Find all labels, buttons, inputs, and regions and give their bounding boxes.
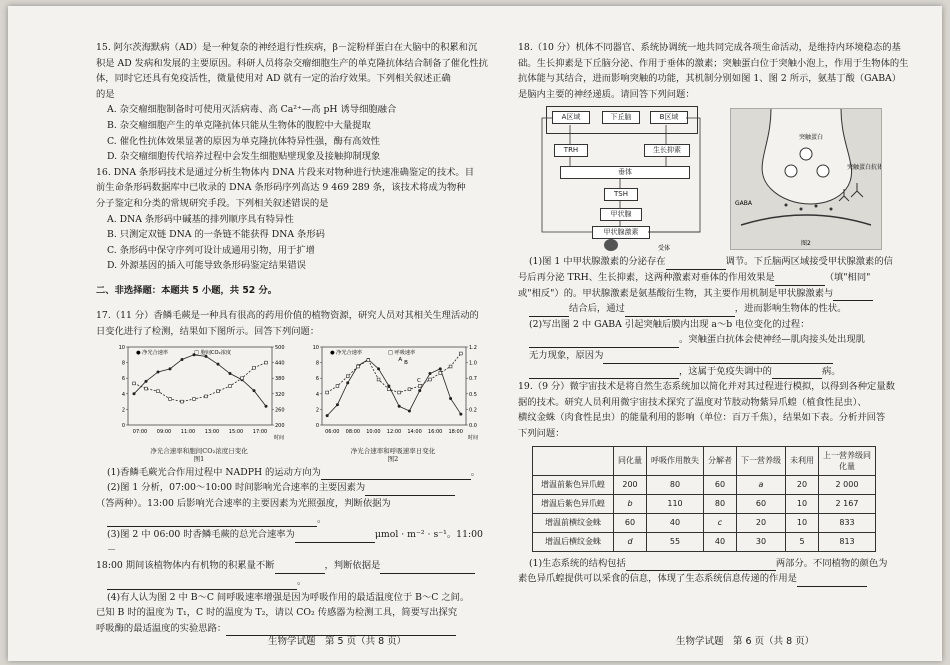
data-point bbox=[367, 359, 370, 362]
data-point bbox=[145, 380, 148, 383]
q17-sub4-b: 已知 B 时的温度为 T₁，C 时的温度为 T₂，请以 CO₂ 传感器为检测工具，简要写出探究 bbox=[96, 607, 458, 619]
x-tick-label: 09:00 bbox=[156, 429, 172, 436]
table-cell: 80 bbox=[704, 494, 737, 513]
y-tick-label: 4 bbox=[315, 392, 319, 399]
table-row bbox=[533, 494, 876, 513]
x-tick-label: 11:00 bbox=[180, 429, 196, 436]
data-point bbox=[217, 363, 220, 366]
question-18 bbox=[518, 40, 913, 379]
data-point bbox=[357, 365, 360, 368]
q17-figures bbox=[106, 341, 491, 463]
data-point bbox=[157, 371, 160, 374]
table-cell: 增温前横纹金蛛 bbox=[533, 513, 614, 532]
table-cell: 813 bbox=[819, 532, 876, 551]
q17-sub3-cont-text: 18:00 期间该植物体内有机物的积累量不断 bbox=[96, 560, 275, 572]
data-point bbox=[133, 382, 136, 385]
answer-blank[interactable] bbox=[625, 305, 735, 317]
data-point bbox=[418, 385, 421, 388]
y-tick-label: 0 bbox=[315, 423, 319, 430]
table-cell: 20 bbox=[737, 513, 786, 532]
q16-option-b: B. 只测定双链 DNA 的一条链不能获得 DNA 条形码 bbox=[107, 229, 325, 241]
answer-blank[interactable] bbox=[529, 367, 679, 379]
y2-tick-label: 200 bbox=[275, 423, 285, 430]
q18-sub1-text: (1)图 1 中甲状腺激素的分泌存在 bbox=[529, 256, 666, 268]
answer-blank[interactable] bbox=[666, 258, 726, 270]
data-point bbox=[387, 388, 390, 391]
y-tick-label: 8 bbox=[121, 360, 125, 367]
data-point bbox=[429, 378, 432, 381]
figure-2-caption: 净光合速率和呼吸速率日变化 bbox=[350, 446, 436, 455]
table-cell: 110 bbox=[647, 494, 704, 513]
q19-line: 据的技术。研究人员利用微宇宙技术探究了温度对节肢动物紫异爪蝗（植食性昆虫）、 bbox=[518, 396, 867, 408]
q17-sub2-text: (2)图 1 分析，07:00～10:00 时间影响光合速率的主要因素为 bbox=[107, 482, 366, 494]
q18-sub1-d bbox=[518, 301, 913, 317]
y2-tick-label: 0.0 bbox=[469, 423, 477, 430]
answer-blank[interactable] bbox=[603, 352, 833, 364]
q15-option-b: B. 杂交瘤细胞产生的单克隆抗体只能从生物体的腹腔中大量提取 bbox=[107, 119, 371, 131]
figure-2-label: 图2 bbox=[387, 454, 399, 463]
x-tick-label: 06:00 bbox=[325, 429, 340, 436]
table-row bbox=[533, 475, 876, 494]
figure-2 bbox=[300, 341, 486, 463]
data-point bbox=[377, 378, 380, 381]
regulation-diagram bbox=[540, 104, 710, 252]
q18-line: 抗体能与其结合，进而影响突触的功能，其机制分别如图 1、图 2 所示，氨基丁酸（GABA） bbox=[518, 73, 902, 85]
page-footer-right: 生物学试题 第 6 页（共 8 页） bbox=[676, 636, 815, 647]
synapsin-label: 突触蛋白 bbox=[799, 134, 824, 142]
question-17 bbox=[96, 308, 491, 636]
x-tick-label: 07:00 bbox=[132, 429, 148, 436]
answer-blank[interactable] bbox=[529, 305, 569, 317]
table-row bbox=[533, 513, 876, 532]
q17-sub2-line: 。 bbox=[96, 512, 491, 528]
q19-sub1-b bbox=[518, 571, 913, 587]
q19-sub1-tail: 两部分。不同植物的颜色为 bbox=[775, 557, 888, 569]
chart-1 bbox=[106, 341, 292, 441]
q18-sub2-c-text: 无力现象，原因为 bbox=[529, 349, 604, 361]
table-cell: 2 167 bbox=[819, 494, 876, 513]
y2-tick-label: 440 bbox=[275, 360, 285, 367]
q18-sub2-d bbox=[518, 364, 913, 380]
hypothalamus-box: 下丘脑 bbox=[602, 111, 640, 124]
table-cell: 20 bbox=[786, 475, 819, 494]
q17-sub3-unit: μmol · m⁻² · s⁻¹。11:00－ bbox=[107, 529, 483, 556]
q17-sub1: (1)香鳞毛蕨光合作用过程中 NADPH 的运动方向为 。 bbox=[96, 465, 491, 481]
x-tick-label: 12:00 bbox=[386, 429, 402, 436]
annotation-label: C bbox=[417, 378, 421, 385]
answer-blank[interactable] bbox=[295, 531, 375, 543]
x-tick-label: 16:00 bbox=[427, 429, 443, 436]
table-header-cell: 未利用 bbox=[786, 446, 819, 475]
x-tick-label: 08:00 bbox=[345, 429, 361, 436]
table-header-row bbox=[533, 446, 876, 475]
table-cell: c bbox=[704, 513, 737, 532]
left-column bbox=[96, 40, 491, 636]
data-point bbox=[157, 390, 160, 393]
q18-sub1-d-end: ，进而影响生物体的性状。 bbox=[734, 303, 847, 315]
q18-figures bbox=[540, 104, 913, 252]
legend-label: □ 呼吸速率 bbox=[388, 350, 416, 357]
q17-sub2-cont: （答两种）。13:00 后影响光合速率的主要因素为光照强度，判断依据为 bbox=[96, 498, 391, 510]
q19-sub1 bbox=[518, 556, 913, 572]
data-point bbox=[346, 375, 349, 378]
answer-blank[interactable] bbox=[797, 575, 867, 587]
y-tick-label: 10 bbox=[118, 345, 125, 352]
thyroid-hormone-box: 甲状腺激素 bbox=[592, 226, 650, 239]
table-cell: d bbox=[614, 532, 647, 551]
x-axis-label: 时间 bbox=[468, 435, 479, 442]
table-header-cell: 分解者 bbox=[704, 446, 737, 475]
q18-sub1-b bbox=[518, 270, 913, 286]
question-19 bbox=[518, 379, 913, 587]
data-point bbox=[133, 393, 136, 396]
x-tick-label: 14:00 bbox=[407, 429, 422, 436]
receptor-label: 受体 bbox=[658, 245, 671, 253]
data-point bbox=[346, 382, 349, 385]
answer-blank[interactable] bbox=[775, 274, 825, 286]
answer-blank[interactable] bbox=[626, 559, 776, 571]
data-point bbox=[336, 404, 339, 407]
q17-line: 日变化进行了检测，结果如下图所示。回答下列问题： bbox=[96, 325, 320, 337]
table-cell: 10 bbox=[786, 513, 819, 532]
data-point bbox=[181, 358, 184, 361]
y-tick-label: 2 bbox=[315, 407, 319, 414]
table-cell: 增温后紫色异爪蝗 bbox=[533, 494, 614, 513]
chart-2 bbox=[300, 341, 486, 441]
q16-line: 前生命条形码数据库中已收录的 DNA 条形码序列高达 9 469 289 条，该技术将成为物种 bbox=[96, 182, 466, 194]
legend-label: ● 净光合速率 bbox=[136, 350, 169, 357]
q18-sub1-b-text: 号后再分泌 TRH、生长抑素，这两种激素对垂体的作用效果是 bbox=[518, 271, 775, 283]
y2-tick-label: 0.2 bbox=[469, 407, 477, 414]
x-tick-label: 10:00 bbox=[366, 429, 381, 436]
data-point bbox=[229, 372, 232, 375]
answer-blank[interactable] bbox=[772, 367, 822, 379]
data-point bbox=[241, 377, 244, 380]
q18-sub2-d-end: 病。 bbox=[821, 365, 841, 377]
data-point bbox=[336, 385, 339, 388]
antibody-label: 突触蛋白抗体 bbox=[847, 164, 881, 172]
data-point bbox=[145, 387, 148, 390]
data-point bbox=[439, 372, 442, 375]
exam-sheet bbox=[8, 6, 942, 661]
table-header-cell: 下一营养级 bbox=[737, 446, 786, 475]
y-tick-label: 6 bbox=[315, 376, 319, 383]
q18-sub1-c bbox=[518, 286, 913, 302]
q18-sub2-b bbox=[518, 332, 913, 348]
q16-option-c: C. 条形码中保守序列可设计成通用引物，用于扩增 bbox=[107, 244, 315, 256]
annotation-label: A bbox=[398, 357, 403, 364]
section-heading: 二、非选择题：本题共 5 小题，共 52 分。 bbox=[96, 285, 278, 297]
table-cell: 80 bbox=[647, 475, 704, 494]
q18-sub1-d-text: 结合后，通过 bbox=[569, 303, 625, 315]
data-point bbox=[193, 398, 196, 401]
question-16 bbox=[96, 165, 491, 274]
q15-line: 体，同时它还具有免疫活性，微量使用对 AD 就有一定的治疗效果。下列相关叙述正确 bbox=[96, 73, 451, 85]
y2-tick-label: 380 bbox=[275, 376, 285, 383]
synapse-diagram bbox=[730, 108, 882, 250]
q19-sub1-b-text: 素色异爪蝗提供可以采食的信息，体现了生态系统信息传递的作用是 bbox=[518, 573, 797, 585]
y2-tick-label: 500 bbox=[275, 345, 285, 352]
table-cell: 40 bbox=[704, 532, 737, 551]
figure-1 bbox=[106, 341, 292, 463]
figure-1-label: 图1 bbox=[193, 454, 205, 463]
q18-sub2 bbox=[518, 317, 913, 333]
data-point bbox=[408, 410, 411, 413]
table-cell: b bbox=[614, 494, 647, 513]
q16-line: 分子鉴定和分类的常规研究手段。下列相关叙述错误的是 bbox=[96, 197, 329, 209]
answer-blank[interactable] bbox=[380, 562, 475, 574]
y2-tick-label: 260 bbox=[275, 407, 285, 414]
answer-blank[interactable] bbox=[833, 289, 873, 301]
data-point bbox=[418, 389, 421, 392]
table-cell: 60 bbox=[737, 494, 786, 513]
question-15 bbox=[96, 40, 491, 165]
q18-line: 18.（10 分）机体不同器官、系统协调统一地共同完成各项生命活动，是维持内环境稳态的基 bbox=[518, 42, 901, 53]
table-cell: 10 bbox=[786, 494, 819, 513]
right-column bbox=[518, 40, 913, 587]
q17-sub3-line: 。 bbox=[96, 574, 491, 590]
y-tick-label: 6 bbox=[121, 376, 125, 383]
q19-sub1-text: (1)生态系统的结构包括 bbox=[529, 557, 626, 569]
table-row bbox=[533, 532, 876, 551]
y2-tick-label: 1.2 bbox=[469, 345, 477, 352]
table-cell: 833 bbox=[819, 513, 876, 532]
q17-sub2 bbox=[96, 480, 491, 496]
table-header-cell: 同化量 bbox=[614, 446, 647, 475]
data-point bbox=[439, 368, 442, 371]
table-header-cell: 呼吸作用散失 bbox=[647, 446, 704, 475]
data-point bbox=[229, 385, 232, 388]
q17-sub3-cont bbox=[96, 558, 491, 574]
y2-tick-label: 0.5 bbox=[469, 392, 477, 399]
data-point bbox=[398, 405, 401, 408]
q17-line: 17.（11 分）香鳞毛蕨是一种具有很高的药用价值的植物资源，研究人员对其相关生理活动的 bbox=[96, 310, 479, 322]
answer-blank[interactable] bbox=[107, 515, 317, 527]
data-point bbox=[429, 372, 432, 375]
table-header-cell bbox=[533, 446, 614, 475]
q15-line: 积是 AD 发病和发展的主要原因。科研人员将杂交瘤细胞生产的单克隆抗体结合制备了催化性抗 bbox=[96, 57, 488, 69]
plot-frame bbox=[322, 347, 466, 425]
data-point bbox=[387, 385, 390, 388]
data-point bbox=[326, 414, 329, 417]
a-region-box: A区域 bbox=[552, 111, 590, 124]
table-cell: 增温前紫色异爪蝗 bbox=[533, 475, 614, 494]
y-tick-label: 8 bbox=[315, 360, 319, 367]
x-axis-label: 时间 bbox=[274, 435, 285, 442]
page-footer-left: 生物学试题 第 5 页（共 8 页） bbox=[268, 636, 407, 647]
data-point bbox=[169, 368, 172, 371]
figure-1-caption: 净光合速率和胞间CO₂浓度日变化 bbox=[150, 446, 248, 455]
data-point bbox=[459, 413, 462, 416]
q15-line: 15. 阿尔茨海默病（AD）是一种复杂的神经退行性疾病，β－淀粉样蛋白在大脑中的积累和沉 bbox=[96, 42, 478, 53]
q15-option-c: C. 催化性抗体效果显著的原因为单克隆抗体特异性强，酶有高效性 bbox=[107, 135, 381, 147]
y2-tick-label: 320 bbox=[275, 392, 285, 399]
series-line bbox=[134, 363, 266, 402]
data-point bbox=[181, 400, 184, 403]
table-cell: a bbox=[737, 475, 786, 494]
q18-sub2-text: (2)写出图 2 中 GABA 引起突触后膜内出现 a～b 电位变化的过程： bbox=[529, 318, 810, 330]
q16-option-d: D. 外源基因的插入可能导致条形码鉴定结果错误 bbox=[107, 260, 306, 272]
data-point bbox=[253, 389, 256, 392]
data-point bbox=[265, 361, 268, 364]
table-cell: 5 bbox=[786, 532, 819, 551]
q18-sub2-d-text: ，这属于免疫失调中的 bbox=[679, 365, 772, 377]
table-cell: 60 bbox=[614, 513, 647, 532]
q19-line: 横纹金蛛（肉食性昆虫）的能量利用的影响（单位：百万千焦），结果如下表。分析并回答 bbox=[518, 412, 886, 424]
energy-table bbox=[532, 446, 876, 552]
x-tick-label: 15:00 bbox=[228, 429, 244, 436]
q18-sub1 bbox=[518, 254, 913, 270]
q18-sub1-tail: 调节。下丘脑两区域接受甲状腺激素的信 bbox=[725, 256, 893, 268]
data-point bbox=[265, 405, 268, 408]
q16-line: 16. DNA 条形码技术是通过分析生物体内 DNA 片段来对物种进行快速准确鉴定的技术。目 bbox=[96, 166, 475, 178]
data-point bbox=[205, 395, 208, 398]
q17-sub1-text: (1)香鳞毛蕨光合作用过程中 NADPH 的运动方向为 bbox=[107, 466, 321, 478]
table-cell: 30 bbox=[737, 532, 786, 551]
thyroid-box: 甲状腺 bbox=[600, 208, 642, 221]
x-tick-label: 18:00 bbox=[448, 429, 463, 436]
somatostatin-box: 生长抑素 bbox=[644, 144, 690, 157]
y-tick-label: 2 bbox=[121, 407, 125, 414]
q19-line: 19.（9 分）微宇宙技术是将自然生态系统加以简化并对其过程进行模拟，以得到各种定量数 bbox=[518, 381, 895, 393]
annotation-label: B bbox=[404, 360, 408, 367]
table-cell: 2 000 bbox=[819, 475, 876, 494]
data-point bbox=[169, 398, 172, 401]
data-point bbox=[449, 365, 452, 368]
q17-sub4: (4)有人认为图 2 中 B～C 间呼吸速率增强是因为呼吸作用的最适温度位于 B～C 之间。 bbox=[107, 591, 470, 603]
answer-blank[interactable] bbox=[365, 484, 455, 496]
table-cell: 40 bbox=[647, 513, 704, 532]
q16-option-a: A. DNA 条形码中碱基的排列顺序具有特异性 bbox=[107, 213, 294, 225]
q18-line: 础。生长抑素是下丘脑分泌、作用于垂体的激素；突触蛋白位于突触小泡上，作用于生物体的生 bbox=[518, 57, 909, 69]
data-point bbox=[253, 367, 256, 370]
x-tick-label: 13:00 bbox=[204, 429, 220, 436]
b-region-box: B区域 bbox=[650, 111, 688, 124]
y-tick-label: 4 bbox=[121, 392, 125, 399]
figure-2-label: 图2 bbox=[801, 240, 811, 248]
table-cell: 55 bbox=[647, 532, 704, 551]
y2-tick-label: 0.7 bbox=[469, 376, 477, 383]
q15-option-a: A. 杂交瘤细胞制备时可使用灭活病毒、高 Ca²⁺—高 pH 诱导细胞融合 bbox=[107, 104, 397, 116]
gaba-label: GABA bbox=[735, 200, 752, 208]
q17-sub3-tail: ，判断依据是 bbox=[324, 560, 381, 572]
legend-label: □ 胞间CO₂浓度 bbox=[194, 350, 232, 357]
y-tick-label: 10 bbox=[312, 345, 319, 352]
data-point bbox=[377, 368, 380, 371]
table-header-cell: 上一营养级同化量 bbox=[819, 446, 876, 475]
q18-sub1-b-tail: （填"相同" bbox=[824, 271, 871, 283]
q19-line: 下列问题： bbox=[518, 427, 565, 439]
tsh-box: TSH bbox=[604, 188, 638, 201]
legend-label: ● 净光合速率 bbox=[330, 350, 363, 357]
data-point bbox=[408, 388, 411, 391]
q18-line: 是脑内主要的神经递质。请回答下列问题： bbox=[518, 88, 695, 100]
table-cell: 增温后横纹金蛛 bbox=[533, 532, 614, 551]
q18-sub1-c-text: 或"相反"）的。甲状腺激素是氨基酸衍生物，其主要作用机制是甲状腺激素与 bbox=[518, 287, 834, 299]
data-point bbox=[217, 390, 220, 393]
pituitary-box: 垂体 bbox=[560, 166, 690, 179]
synapse-svg bbox=[731, 109, 881, 249]
answer-blank[interactable] bbox=[321, 468, 471, 480]
data-point bbox=[398, 391, 401, 394]
q18-sub2-c bbox=[518, 348, 913, 364]
answer-blank[interactable] bbox=[275, 562, 325, 574]
q17-sub3 bbox=[96, 527, 491, 558]
data-point bbox=[459, 352, 462, 355]
diagram-arrows bbox=[540, 104, 710, 252]
plot-frame bbox=[128, 347, 272, 425]
answer-blank[interactable] bbox=[107, 578, 297, 590]
y-tick-label: 0 bbox=[121, 423, 125, 430]
q15-option-d: D. 杂交瘤细胞传代培养过程中会发生细胞贴壁现象及接触抑制现象 bbox=[107, 151, 381, 163]
q17-sub4-c-text: 呼吸酶的最适温度的实验思路： bbox=[96, 622, 227, 634]
trh-box: TRH bbox=[554, 144, 588, 157]
q15-line: 的是 bbox=[96, 88, 115, 100]
table-cell: 200 bbox=[614, 475, 647, 494]
q18-sub2-b-tail: 。突触蛋白抗体会使神经—肌肉接头处出现肌 bbox=[679, 334, 865, 346]
table-cell: 60 bbox=[704, 475, 737, 494]
series-line bbox=[134, 355, 266, 406]
answer-blank[interactable] bbox=[529, 336, 679, 348]
data-point bbox=[449, 397, 452, 400]
y2-tick-label: 1.0 bbox=[469, 360, 477, 367]
x-tick-label: 17:00 bbox=[252, 429, 268, 436]
q17-sub3-text: (3)图 2 中 06:00 时香鳞毛蕨的总光合速率为 bbox=[107, 529, 295, 541]
data-point bbox=[326, 391, 329, 394]
